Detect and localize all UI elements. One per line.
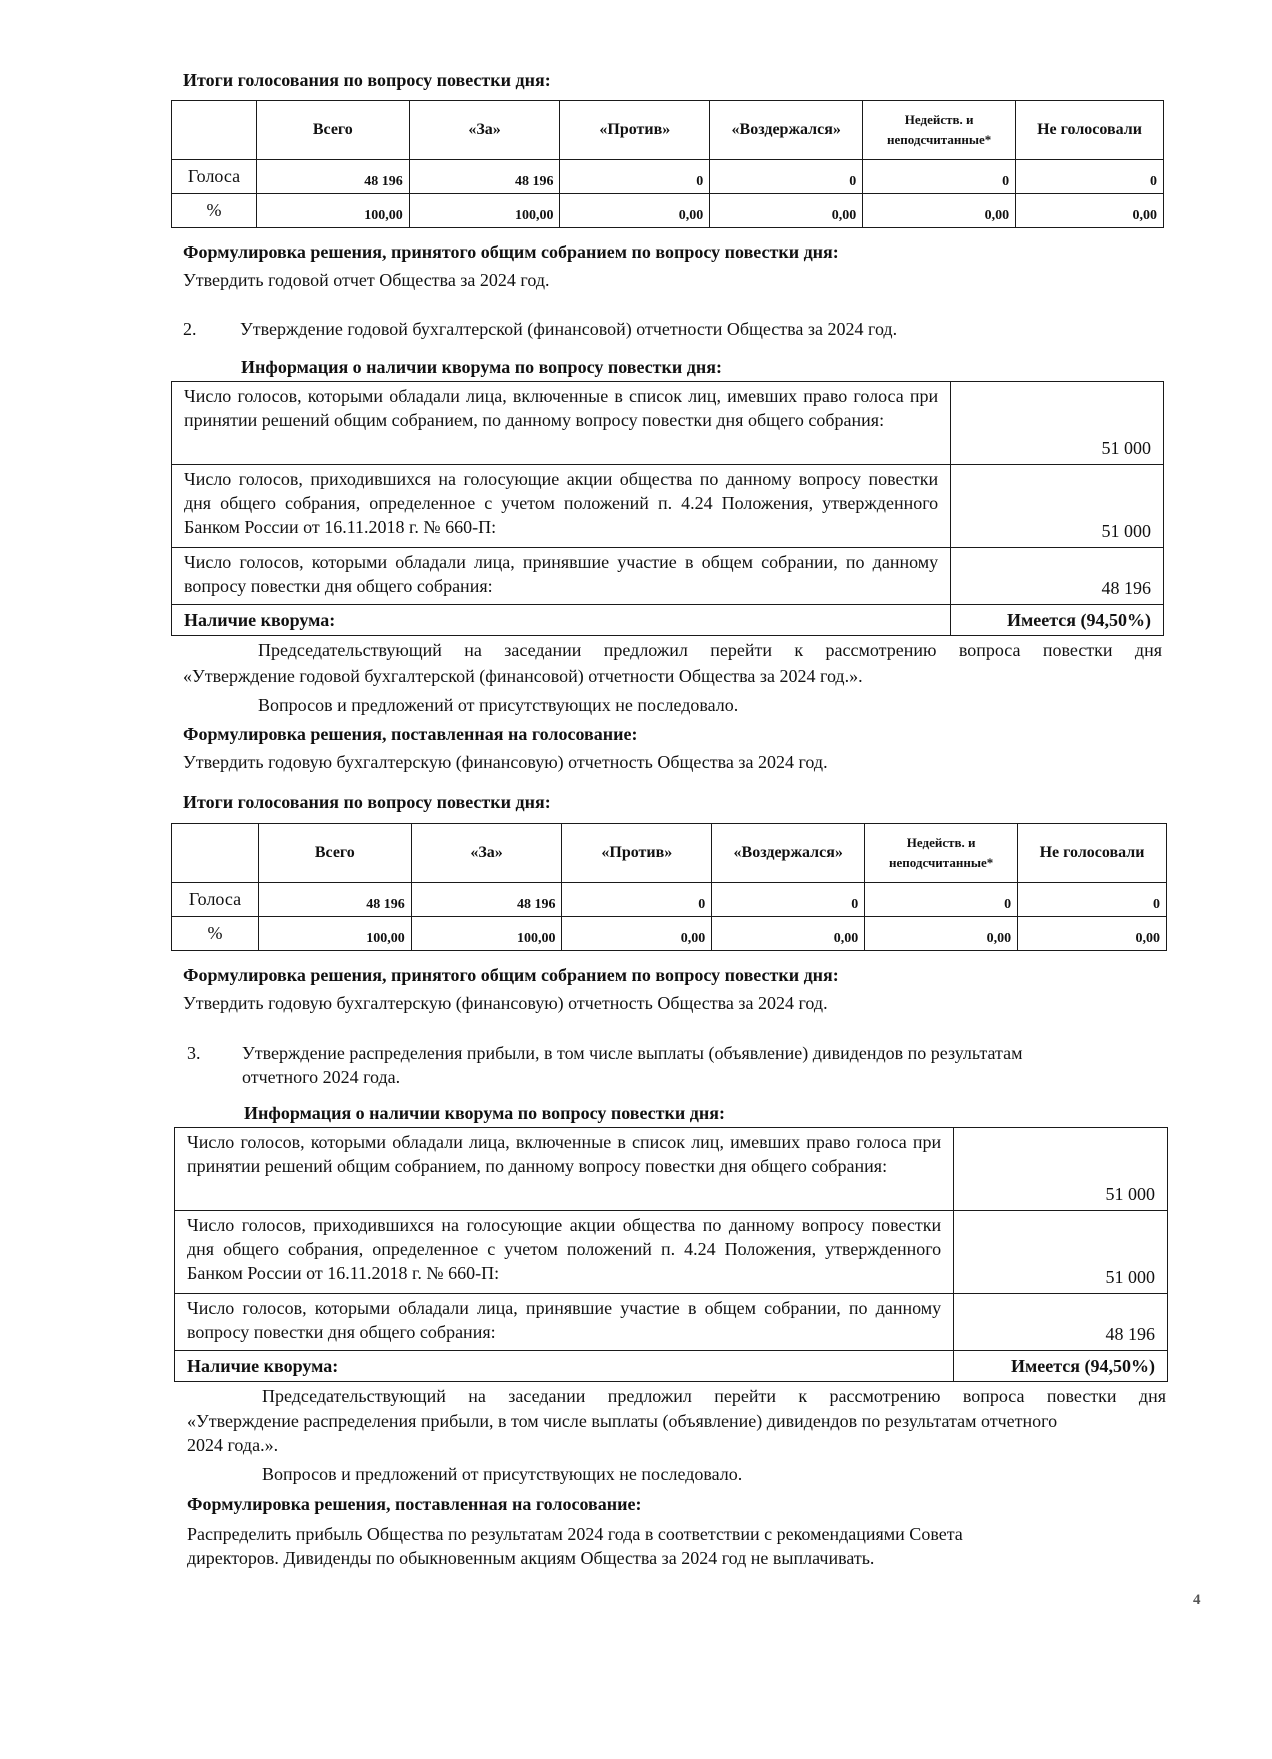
quorum-label: Наличие кворума:	[172, 605, 951, 636]
table-cell: 0,00	[863, 194, 1016, 228]
header-cell	[172, 101, 257, 160]
row-label: Голоса	[172, 883, 259, 917]
header-cell: Не голосовали	[1018, 824, 1167, 883]
quorum-value: 48 196	[951, 548, 1164, 605]
quorum-value: 51 000	[954, 1128, 1168, 1211]
header-cell: «За»	[411, 824, 562, 883]
table-cell: 0	[865, 883, 1018, 917]
table-row	[172, 382, 1164, 465]
table-cell: 0	[560, 160, 710, 194]
table-cell: 48 196	[409, 160, 560, 194]
table-cell: 48 196	[411, 883, 562, 917]
agenda-item-title: Утверждение распределения прибыли, в том числе выплаты (объявление) дивидендов по результатам	[242, 1043, 1023, 1063]
chair-proposal-text: «Утверждение распределения прибыли, в том числе выплаты (объявление) дивидендов по результатам отчетного	[187, 1411, 1058, 1431]
header-cell: Недейств. и неподсчитанные*	[865, 824, 1018, 883]
table-cell: 0	[1016, 160, 1164, 194]
quorum-value: 51 000	[951, 382, 1164, 465]
adopted-decision-text: Утвердить годовую бухгалтерскую (финансовую) отчетность Общества за 2024 год.	[183, 993, 828, 1013]
table-row	[172, 548, 1164, 605]
table-row	[175, 1128, 1168, 1211]
header-cell	[172, 824, 259, 883]
quorum-desc: Число голосов, которыми обладали лица, принявшие участие в общем собрании, по данному вопросу повестки дня общего собрания:	[175, 1294, 954, 1351]
table-row	[175, 1351, 1168, 1382]
proposed-decision-title: Формулировка решения, поставленная на голосование:	[183, 724, 638, 744]
vote-results-title: Итоги голосования по вопросу повестки дня:	[183, 792, 551, 812]
vote-results-table-2	[171, 823, 1167, 951]
quorum-table-item3	[174, 1127, 1168, 1382]
adopted-decision-title: Формулировка решения, принятого общим собранием по вопросу повестки дня:	[183, 965, 839, 985]
no-questions-text: Вопросов и предложений от присутствующих не последовало.	[262, 1464, 743, 1484]
header-cell: «Против»	[560, 101, 710, 160]
table-cell: 100,00	[411, 917, 562, 951]
table-cell: 48 196	[258, 883, 411, 917]
chair-proposal-text: «Утверждение годовой бухгалтерской (финансовой) отчетности Общества за 2024 год.».	[183, 666, 863, 686]
vote-results-title: Итоги голосования по вопросу повестки дня:	[183, 70, 551, 90]
table-header-row	[172, 101, 1164, 160]
adopted-decision-title: Формулировка решения, принятого общим собранием по вопросу повестки дня:	[183, 242, 839, 262]
quorum-desc: Число голосов, которыми обладали лица, принявшие участие в общем собрании, по данному вопросу повестки дня общего собрания:	[172, 548, 951, 605]
table-row	[172, 160, 1164, 194]
no-questions-text: Вопросов и предложений от присутствующих не последовало.	[258, 695, 739, 715]
table-row	[172, 917, 1167, 951]
chair-proposal-text: 2024 года.».	[187, 1435, 279, 1455]
quorum-desc: Число голосов, которыми обладали лица, включенные в список лиц, имевших право голоса при принятии решений общим собранием, по данному вопросу повестки дня общего собрания:	[172, 382, 951, 465]
table-cell: 0,00	[712, 917, 865, 951]
quorum-status: Имеется (94,50%)	[951, 605, 1164, 636]
page-number: 4	[1193, 1592, 1201, 1608]
quorum-value: 51 000	[954, 1211, 1168, 1294]
table-cell: 0,00	[1018, 917, 1167, 951]
table-cell: 0,00	[560, 194, 710, 228]
table-cell: 100,00	[258, 917, 411, 951]
quorum-value: 48 196	[954, 1294, 1168, 1351]
agenda-item-number: 2.	[183, 319, 197, 339]
adopted-decision-text: Утвердить годовой отчет Общества за 2024 год.	[183, 270, 550, 290]
table-cell: 0	[710, 160, 863, 194]
table-cell: 0,00	[562, 917, 712, 951]
table-cell: 0	[1018, 883, 1167, 917]
header-cell: Не голосовали	[1016, 101, 1164, 160]
table-header-row	[172, 824, 1167, 883]
table-cell: 100,00	[409, 194, 560, 228]
header-cell: «Воздержался»	[712, 824, 865, 883]
quorum-info-title: Информация о наличии кворума по вопросу повестки дня:	[241, 357, 722, 377]
agenda-item-title: Утверждение годовой бухгалтерской (финансовой) отчетности Общества за 2024 год.	[240, 319, 898, 339]
table-cell: 0	[712, 883, 865, 917]
header-cell: Всего	[256, 101, 409, 160]
table-cell: 0	[863, 160, 1016, 194]
table-cell: 0,00	[710, 194, 863, 228]
header-cell: Недейств. и неподсчитанные*	[863, 101, 1016, 160]
proposed-decision-text: Распределить прибыль Общества по результатам 2024 года в соответствии с рекомендациями Совета	[187, 1524, 963, 1544]
table-row	[172, 194, 1164, 228]
chair-proposal-text: Председательствующий на заседании предложил перейти к рассмотрению вопроса повестки дня	[258, 640, 1162, 660]
table-cell: 48 196	[256, 160, 409, 194]
vote-results-table-1	[171, 100, 1164, 228]
agenda-item-number: 3.	[187, 1043, 201, 1063]
quorum-label: Наличие кворума:	[175, 1351, 954, 1382]
agenda-item-title: отчетного 2024 года.	[242, 1067, 401, 1087]
quorum-desc: Число голосов, приходившихся на голосующие акции общества по данному вопросу повестки дня общего собрания, определенное с учетом положений п. 4.24 Положения, утвержденного Банком России от 16.11.2018 г. № 660-П:	[175, 1211, 954, 1294]
proposed-decision-text: директоров. Дивиденды по обыкновенным акциям Общества за 2024 год не выплачивать.	[187, 1548, 875, 1568]
table-cell: 0,00	[1016, 194, 1164, 228]
table-row	[175, 1211, 1168, 1294]
quorum-info-title: Информация о наличии кворума по вопросу повестки дня:	[244, 1103, 725, 1123]
header-cell: «За»	[409, 101, 560, 160]
chair-proposal-text: Председательствующий на заседании предложил перейти к рассмотрению вопроса повестки дня	[262, 1386, 1166, 1406]
proposed-decision-title: Формулировка решения, поставленная на голосование:	[187, 1494, 642, 1514]
quorum-status: Имеется (94,50%)	[954, 1351, 1168, 1382]
table-cell: 0	[562, 883, 712, 917]
table-row	[172, 465, 1164, 548]
row-label: Голоса	[172, 160, 257, 194]
table-cell: 0,00	[865, 917, 1018, 951]
header-cell: Всего	[258, 824, 411, 883]
row-label: %	[172, 194, 257, 228]
table-cell: 100,00	[256, 194, 409, 228]
proposed-decision-text: Утвердить годовую бухгалтерскую (финансовую) отчетность Общества за 2024 год.	[183, 752, 828, 772]
header-cell: «Воздержался»	[710, 101, 863, 160]
quorum-table-item2	[171, 381, 1164, 636]
table-row	[172, 605, 1164, 636]
header-cell: «Против»	[562, 824, 712, 883]
quorum-desc: Число голосов, приходившихся на голосующие акции общества по данному вопросу повестки дня общего собрания, определенное с учетом положений п. 4.24 Положения, утвержденного Банком России от 16.11.2018 г. № 660-П:	[172, 465, 951, 548]
quorum-value: 51 000	[951, 465, 1164, 548]
table-row	[175, 1294, 1168, 1351]
quorum-desc: Число голосов, которыми обладали лица, включенные в список лиц, имевших право голоса при принятии решений общим собранием, по данному вопросу повестки дня общего собрания:	[175, 1128, 954, 1211]
table-row	[172, 883, 1167, 917]
row-label: %	[172, 917, 259, 951]
